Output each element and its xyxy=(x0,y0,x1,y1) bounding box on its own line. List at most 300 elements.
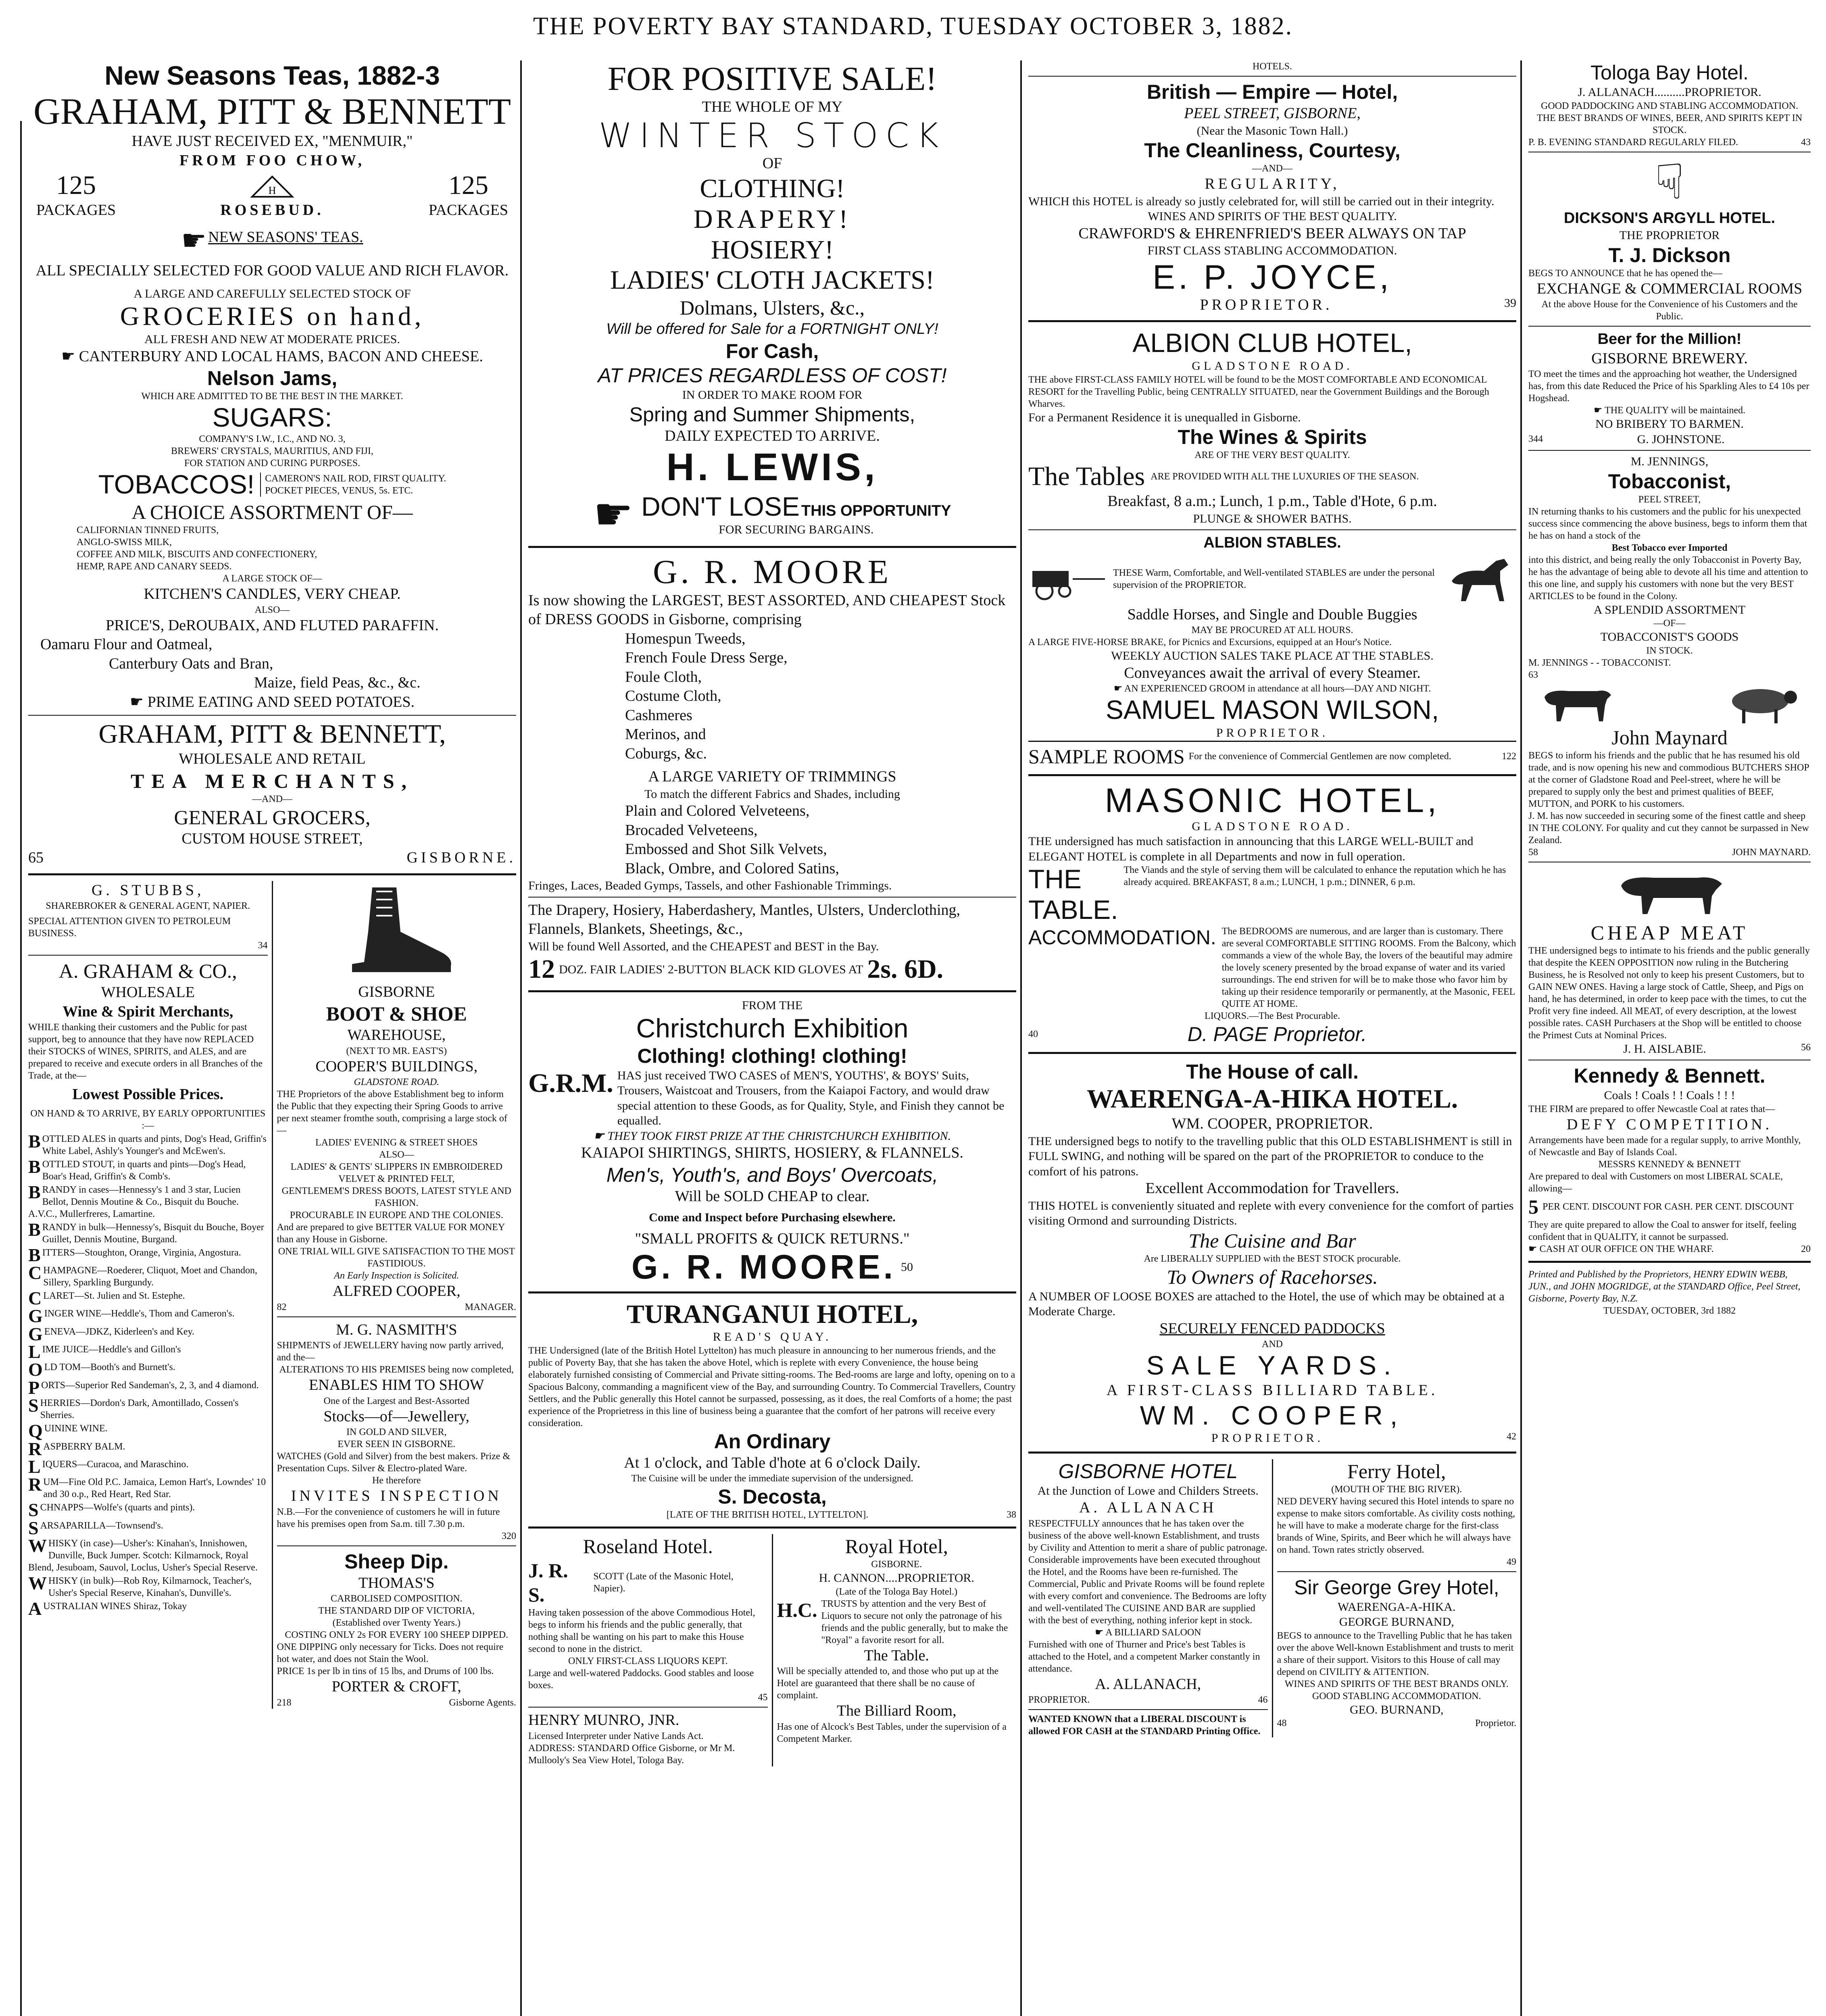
ad-text: At the above House for the Convenience of his Customers and the Public. xyxy=(1541,299,1798,322)
ad-heading: H.C. xyxy=(777,1598,817,1621)
ad-text: (Late of the Tologa Bay Hotel.) xyxy=(836,1586,958,1597)
ad-text: ALTERATIONS TO HIS PREMISES being now completed, xyxy=(279,1364,514,1375)
ad-text: They are quite prepared to allow the Coal to answer for itself, feeling confident that in QUALITY, it cannot be surpassed. xyxy=(1528,1220,1797,1242)
merchant-name: G. R. MOORE xyxy=(652,553,892,591)
liquor-item xyxy=(28,1323,268,1344)
drop-cap: S xyxy=(28,1395,39,1416)
ad-text: FROM FOO CHOW, xyxy=(179,152,365,169)
divider xyxy=(1028,529,1516,530)
ad-text: Best Tobacco ever Imported xyxy=(1611,542,1728,553)
ad-text: AN EXPERIENCED GROOM in attendance at all hours—DAY AND NIGHT. xyxy=(1124,683,1431,694)
drop-cap: R xyxy=(28,1438,42,1459)
ad-text: FROM THE xyxy=(742,999,803,1012)
list-item: Plain and Colored Velveteens, xyxy=(625,802,810,820)
ad-text: AND xyxy=(1262,1339,1283,1350)
ad-heading: Beer for the Million! xyxy=(1597,331,1742,348)
ad-number: 63 xyxy=(1528,669,1538,680)
drop-cap: B xyxy=(28,1156,41,1177)
ad-text: J. ALLANACH..........PROPRIETOR. xyxy=(1578,85,1761,99)
ad-heading: S. Decosta, xyxy=(718,1485,827,1508)
divider xyxy=(1028,1452,1516,1454)
ad-text: THE Undersigned (late of the British Hotel Lyttelton) has much pleasure in announcing to her numerous friends, and the public of Poverty Bay, that she has taken the above Hotel, which is replete with every Convenience, the house being elaborately furnished consisting of Commercial and Private sitting-rooms. The Bed-rooms are large and lofty, opening on to a Spacious Balcony, commanding a magnificent view of the Bay, and surrounding Country. To Commercial Travellers, Country Settlers, and the Public generally this Hotel cannot be surpassed, possessing, as it does, the real Comforts of a home; the past experience of the Proprietress in this line of business being a guarantee that the comfort of her patrons will receive every consideration. xyxy=(528,1345,1016,1429)
liquor-text: ARSAPARILLA—Townsend's. xyxy=(40,1520,163,1531)
liquor-item xyxy=(28,1158,268,1183)
ad-text: SHAREBROKER & GENERAL AGENT, NAPIER. xyxy=(46,901,250,912)
list-item: Homespun Tweeds, xyxy=(625,630,746,647)
ad-heading: Lowest Possible Prices. xyxy=(72,1086,224,1103)
ad-text: Fringes, Laces, Beaded Gymps, Tassels, and other Fashionable Trimmings. xyxy=(528,879,892,893)
liquor-text: HERRIES—Dordon's Dark, Amontillado, Cossen's Sherries. xyxy=(40,1398,239,1421)
col1-lower-right xyxy=(277,881,517,1709)
ad-heading: LADIES' CLOTH JACKETS! xyxy=(610,265,934,295)
ad-text: WINES AND SPIRITS OF THE BEST QUALITY. xyxy=(1148,210,1397,223)
ad-text: BREWERS' CRYSTALS, MAURITIUS, AND FIJI, xyxy=(171,446,373,457)
ad-text: GEO. BURNAND, xyxy=(1350,1703,1444,1716)
ad-text: Having taken possession of the above Commodious Hotel, begs to inform his friends and the public generally, that nothing shall be wanting on his part to make this House second to none in the district. xyxy=(528,1608,755,1655)
drop-cap: S xyxy=(28,1517,39,1538)
proprietor-name: SAMUEL MASON WILSON, xyxy=(1105,695,1439,725)
ad-text: GISBORNE. xyxy=(406,849,516,866)
ad-number: 65 xyxy=(28,849,44,866)
ad-text: BEGS TO ANNOUNCE that he has opened the— xyxy=(1528,268,1723,279)
ad-text: CARBOLISED COMPOSITION. xyxy=(330,1593,463,1604)
liquor-item xyxy=(28,1397,268,1421)
packages-label: PACKAGES xyxy=(36,201,116,219)
ad-text: READ'S QUAY. xyxy=(713,1330,832,1344)
divider xyxy=(1028,320,1516,322)
ad-text: CAMERON'S NAIL ROD, FIRST QUALITY. xyxy=(265,473,446,484)
choice-list xyxy=(28,524,516,573)
ad-text: THESE Warm, Comfortable, and Well-ventilated STABLES are under the personal supervision of the PROPRIETOR. xyxy=(1113,567,1435,590)
ad-text: Are LIBERALLY SUPPLIED with the BEST STOCK procurable. xyxy=(1144,1253,1401,1264)
ad-number: 39 xyxy=(1504,296,1516,310)
divider xyxy=(1277,1571,1517,1572)
list-item: French Foule Dress Serge, xyxy=(625,649,788,666)
ad-text: Large and well-watered Paddocks. Good stables and loose boxes. xyxy=(528,1668,754,1691)
ad-heading: GENERAL GROCERS, xyxy=(174,806,371,829)
column-1 xyxy=(28,60,516,2016)
liquor-text: LD TOM—Booth's and Burnett's. xyxy=(44,1362,175,1373)
ad-text: NO BRIBERY TO BARMEN. xyxy=(1595,417,1744,431)
ad-text: ARE OF THE VERY BEST QUALITY. xyxy=(1194,450,1350,461)
ad-text: A. ALLANACH xyxy=(1079,1499,1217,1516)
pointing-hand-icon: ☛ xyxy=(1593,405,1603,416)
ad-heading: Nelson Jams, xyxy=(207,367,338,390)
list-item: Black, Ombre, and Colored Satins, xyxy=(625,860,839,877)
ad-heading: The House of call. xyxy=(1186,1060,1359,1083)
liquor-text: IME JUICE—Heddle's and Gillon's xyxy=(42,1344,181,1355)
ad-heading: SALE YARDS. xyxy=(1146,1350,1399,1381)
ad-heading: The Billiard Room, xyxy=(836,1702,957,1720)
ad-text: —AND— xyxy=(252,793,292,804)
ad-number: 218 xyxy=(277,1697,292,1708)
ad-text: GISBORNE. xyxy=(871,1559,922,1570)
ad-heading: GISBORNE BREWERY. xyxy=(1591,350,1748,367)
ad-heading: The Cuisine and Bar xyxy=(1188,1229,1356,1252)
brand-letter: H xyxy=(268,184,276,196)
ad-heading: GROCERIES on hand, xyxy=(120,302,425,331)
ferry-grey-adverts xyxy=(1277,1459,1517,1738)
liquor-item xyxy=(28,1221,268,1245)
ad-text: IN ORDER TO MAKE ROOM FOR xyxy=(682,388,863,402)
ad-heading: DON'T LOSE xyxy=(641,492,800,522)
col1-lower xyxy=(28,881,516,1709)
ad-text: Will be SOLD CHEAP to clear. xyxy=(675,1187,870,1205)
ad-number: 320 xyxy=(502,1531,516,1541)
hotel-name: ALBION CLUB HOTEL, xyxy=(1132,328,1412,358)
drop-cap: B xyxy=(28,1131,41,1152)
ad-text: CUSTOM HOUSE STREET, xyxy=(181,830,363,847)
imprint: Printed and Published by the Proprietors, HENRY EDWIN WEBB, JUN., and JOHN MOGRIDGE, at the STANDARD Office, Peel Street, Gisborne, Poverty Bay, N.Z. xyxy=(1528,1269,1801,1304)
liquor-text: USTRALIAN WINES Shiraz, Tokay xyxy=(43,1601,187,1612)
ad-heading: INVITES INSPECTION xyxy=(291,1487,502,1505)
ad-text: THE FIRM are prepared to offer Newcastle Coal at rates that— xyxy=(1528,1104,1775,1114)
ad-text: The Cuisine will be under the immediate supervision of the undersigned. xyxy=(631,1473,913,1484)
ad-text: Excellent Accommodation for Travellers. xyxy=(1145,1180,1399,1197)
ad-text: POCKET PIECES, VENUS, 5s. ETC. xyxy=(265,485,413,496)
ad-number: 122 xyxy=(1502,751,1516,762)
liquor-text: OTTLED ALES in quarts and pints, Dog's Head, Griffin's White Label, Ashly's Younger's and McEwen's. xyxy=(42,1133,267,1156)
fabric-list xyxy=(528,629,1016,764)
ad-text: PRICE'S, DeROUBAIX, AND FLUTED PARAFFIN. xyxy=(106,616,439,634)
divider xyxy=(28,873,516,875)
liquor-text: RANDY in cases—Hennessy's 1 and 3 star, Lucien Bellot, Dennis Moutine & Co., Bisquit du Bouche. A.V.C., Mullerfreres, Lamartine. xyxy=(28,1184,241,1219)
liquor-text: ITTERS—Stoughton, Orange, Virginia, Angostura. xyxy=(42,1247,241,1258)
ad-text: Come and Inspect before Purchasing elsewhere. xyxy=(649,1211,896,1225)
ad-text: THEY TOOK FIRST PRIZE AT THE CHRISTCHURCH EXHIBITION. xyxy=(607,1129,951,1143)
ad-text: Will be found Well Assorted, and the CHEAPEST and BEST in the Bay. xyxy=(528,939,879,953)
ad-text: (NEXT TO MR. EAST'S) xyxy=(346,1045,447,1056)
ad-text: At the Junction of Lowe and Childers Streets. xyxy=(1037,1484,1259,1497)
ad-text: —AND— xyxy=(1252,163,1292,174)
ad-text: An Early Inspection is Solicited. xyxy=(334,1270,459,1281)
ad-text: BEGS to announce to the Travelling Public that he has taken over the above Well-known Establishment and trusts to merit a share of their support. Visitors to this House of call may depend on CIVILITY & ATTENTION. xyxy=(1277,1630,1514,1677)
ad-text: ALL SPECIALLY SELECTED FOR GOOD VALUE AND RICH FLAVOR. xyxy=(35,262,509,279)
column-3 xyxy=(1028,60,1516,2016)
divider xyxy=(1028,1052,1516,1054)
ad-text: SHIPMENTS of JEWELLERY having now partly arrived, and the— xyxy=(277,1340,504,1363)
liquor-item xyxy=(28,1361,268,1378)
brand-name: ROSEBUD. xyxy=(220,201,324,219)
liquor-item xyxy=(28,1422,268,1439)
ad-text: WINES AND SPIRITS OF THE BEST BRANDS ONLY. xyxy=(1284,1679,1509,1689)
ad-text: Canterbury Oats and Bran, xyxy=(109,655,273,672)
ad-number: 45 xyxy=(758,1692,768,1703)
ad-text: (MOUTH OF THE BIG RIVER). xyxy=(1331,1484,1462,1495)
drop-cap: W xyxy=(28,1573,47,1594)
drop-cap: S xyxy=(28,1500,39,1520)
ad-text: LADIES' & GENTS' SLIPPERS IN EMBROIDERED VELVET & PRINTED FELT, xyxy=(290,1162,502,1185)
liquor-text: RANDY in bulk—Hennessy's, Bisquit du Bouche, Boyer Guillet, Dennis Moutine, Burgand. xyxy=(42,1222,264,1245)
ad-text: The Viands and the style of serving them will be calculated to enhance the reputation which he has already acquired. BREAKFAST, 8 a.m.; LUNCH, 1 p.m.; DINNER, 6 p.m. xyxy=(1124,865,1506,888)
ad-text: GOOD PADDOCKING AND STABLING ACCOMMODATION. xyxy=(1541,100,1798,111)
ad-text: FOR SECURING BARGAINS. xyxy=(719,523,874,537)
ad-heading: The Cleanliness, Courtesy, xyxy=(1144,139,1401,162)
ad-text: And are prepared to give BETTER VALUE FOR MONEY than any House in Gisborne. xyxy=(277,1222,505,1245)
ad-text: He therefore xyxy=(372,1475,421,1486)
ad-number: 43 xyxy=(1801,137,1811,148)
ad-text: TOBACCONIST'S GOODS xyxy=(1600,630,1739,644)
ad-heading: Wine & Spirit Merchants, xyxy=(63,1003,233,1020)
ad-text: WHOLESALE AND RETAIL xyxy=(179,750,366,768)
ad-text: WHILE thanking their customers and the Public for past support, beg to announce that they have now REPLACED their STOCKS of WINES, SPIRITS, and ALES, and are prepared to receive and execute orders in all Branches of the Trade, at the— xyxy=(28,1022,263,1081)
divider xyxy=(28,955,268,956)
ad-text: WHICH this HOTEL is already so justly celebrated for, will still be carried out in their integrity. xyxy=(1028,194,1495,208)
drop-cap: G xyxy=(28,1323,43,1344)
glove-price: 2s. 6D. xyxy=(867,954,944,984)
ad-text: NEW SEASONS' TEAS. xyxy=(208,229,363,246)
ad-text: HAVE JUST RECEIVED EX, "MENMUIR," xyxy=(131,133,413,150)
ad-heading: M. G. NASMITH'S xyxy=(336,1321,457,1338)
ad-text: Breakfast, 8 a.m.; Lunch, 1 p.m., Table d'Hote, 6 p.m. xyxy=(1107,493,1437,510)
drop-cap: R xyxy=(28,1474,42,1495)
liquor-text: HISKY (in bulk)—Rob Roy, Kilmarnock, Teacher's, Usher's Special Reserve, Kinahan's, Dunville's. xyxy=(48,1576,252,1599)
drop-cap: Q xyxy=(28,1420,43,1441)
liquor-item xyxy=(28,1133,268,1157)
ad-number: 56 xyxy=(1801,1042,1811,1053)
ad-text: P. B. EVENING STANDARD REGULARLY FILED. xyxy=(1528,137,1738,148)
ad-text: THE Proprietors of the above Establishment beg to inform the Public that they expecting their Spring Goods to arrive per next steamer fromthe south, comprising a large stock of— xyxy=(277,1089,507,1136)
column-rule xyxy=(1520,60,1522,2016)
hotel-name: WAERENGA-A-HIKA HOTEL. xyxy=(1086,1084,1458,1114)
section-label: HOTELS. xyxy=(1253,61,1292,72)
ad-text: REGULARITY, xyxy=(1205,175,1340,192)
glove-quantity: 12 xyxy=(528,954,555,984)
ad-text: M. JENNINGS - - TOBACCONIST. xyxy=(1528,657,1671,668)
packages-label: PACKAGES xyxy=(428,201,508,219)
ad-text: WATCHES (Gold and Silver) from the best makers. Prize & Presentation Cups. Silver & Electro-plated Ware. xyxy=(277,1451,511,1474)
imprint-date: TUESDAY, OCTOBER, 3rd 1882 xyxy=(1603,1306,1736,1316)
ad-text: THE STANDARD DIP OF VICTORIA, xyxy=(318,1606,475,1616)
liquor-item xyxy=(28,1575,268,1599)
liquor-text: ASPBERRY BALM. xyxy=(43,1441,125,1452)
ad-text: THE WHOLE OF MY xyxy=(702,98,843,116)
ad-heading: Tobacconist, xyxy=(1608,470,1731,493)
divider xyxy=(28,715,516,716)
drop-cap: G xyxy=(28,1306,43,1327)
ad-text: GLADSTONE ROAD. xyxy=(354,1077,440,1088)
ad-text: RESPECTFULLY announces that he has taken over the business of the above well-known Establishment, and trusts by Civility and Attention to merit a share of public patronage. Considerable improvements have been executed throughout the Hotel, and the Rooms have been re-furnished. The Commercial, Public and Private Rooms will be found replete with every comfort and convenience. The Bedrooms are lofty and well-ventilated The CUISINE AND BAR are supplied with the best of everything, nothing inferior kept in stock. xyxy=(1028,1518,1267,1626)
ad-text: THE undersigned has much satisfaction in announcing that this LARGE WELL-BUILT and ELEGANT HOTEL is complete in all Departments and now in full operation. xyxy=(1028,835,1474,863)
list-item: Embossed and Shot Silk Velvets, xyxy=(625,841,827,858)
divider xyxy=(528,1527,1016,1529)
ad-heading: THIS OPPORTUNITY xyxy=(801,502,951,520)
ad-text: CANTERBURY AND LOCAL HAMS, BACON AND CHEESE. xyxy=(79,348,483,365)
ad-text: ALSO— xyxy=(254,604,290,615)
liquor-list xyxy=(28,1133,268,1617)
divider xyxy=(528,1707,768,1708)
ad-heading: ALBION STABLES. xyxy=(1203,534,1341,552)
ad-text: SPECIAL ATTENTION GIVEN TO PETROLEUM BUSINESS. xyxy=(28,916,231,939)
list-item: HEMP, RAPE AND CANARY SEEDS. xyxy=(77,561,232,572)
ad-text: PROPRIETOR. xyxy=(1028,1695,1090,1706)
ad-text: NED DEVERY having secured this Hotel intends to spare no expense to make sitors comfortable. As civility costs nothing, he will have to make a moderate charge for the first-class brands of Wine, Spirits, and Beer which he will always have on hand. Town rates strictly observed. xyxy=(1277,1496,1515,1555)
ad-text: MAY BE PROCURED AT ALL HOURS. xyxy=(1191,625,1353,636)
ad-heading: A CHOICE ASSORTMENT OF— xyxy=(131,501,413,524)
ad-heading: Spring and Summer Shipments, xyxy=(629,403,915,426)
liquor-text: CHNAPPS—Wolfe's (quarts and pints). xyxy=(40,1502,195,1513)
ad-number: 58 xyxy=(1528,847,1538,858)
ad-text: Arrangements have been made for a regular supply, to arrive Monthly, of Newcastle and Bay of Islands Coal. xyxy=(1528,1135,1801,1158)
drop-cap: B xyxy=(28,1181,41,1202)
proprietor-name: G. JOHNSTONE. xyxy=(1637,432,1725,446)
ad-text: OF xyxy=(762,155,782,172)
pointing-hand-icon: ☛ xyxy=(1094,1627,1104,1638)
ad-text: into this district, and being really the only Tobacconist in Poverty Bay, he has the advantage of being able to devote all his time and attention to this one line, and supply his customers with none but the very BEST ARTICLES to be found in the Colony. xyxy=(1528,554,1808,602)
divider xyxy=(277,1316,517,1317)
ad-text: Dolmans, Ulsters, &c., xyxy=(680,296,865,319)
ad-text: COMPANY'S I.W., I.C., AND NO. 3, xyxy=(199,434,346,445)
ad-text: GENTLEMEM'S DRESS BOOTS, LATEST STYLE AND FASHION. xyxy=(281,1186,511,1209)
ad-text: IN returning thanks to his customers and the public for his unexpected success since commencing the above business, begs to inform them that he has on hand a stock of the xyxy=(1528,506,1807,541)
ad-text: CASH AT OUR OFFICE ON THE WHARF. xyxy=(1539,1244,1714,1254)
ad-text: Has one of Alcock's Best Tables, under the supervision of a Competent Marker. xyxy=(777,1721,1007,1744)
divider xyxy=(1028,76,1516,77)
ad-text: THE above FIRST-CLASS FAMILY HOTEL will be found to be the MOST COMFORTABLE AND ECONOMICAL RESORT for the Travelling Public, being CENTRALLY SITUATED, near the Government Buildings and the Borough Wharves. xyxy=(1028,374,1489,409)
liquor-text: HISKY (in case)—Usher's: Kinahan's, Innishowen, Dunville, Buck Jumper. Scotch: Kilmarnock, Royal Blend, Jesuboam, Sauvol, Loclus, Usher's Special Reserve. xyxy=(28,1538,258,1573)
ad-text: SCOTT (Late of the Masonic Hotel, Napier). xyxy=(593,1571,734,1594)
ad-text: PEEL STREET, xyxy=(1638,494,1701,505)
ad-text: (Established over Twenty Years.) xyxy=(332,1618,461,1629)
ad-heading: FOR POSITIVE SALE! xyxy=(607,60,937,98)
ad-text: KAIAPOI SHIRTINGS, SHIRTS, HOSIERY, & FLANNELS. xyxy=(581,1144,963,1162)
list-item: Merinos, and xyxy=(625,726,706,743)
divider xyxy=(277,1545,517,1546)
liquor-item xyxy=(28,1600,268,1617)
liquor-text: LARET—St. Julien and St. Estephe. xyxy=(43,1290,185,1301)
ad-text: (Near the Masonic Town Hall.) xyxy=(1196,124,1348,137)
hotel-name: Ferry Hotel, xyxy=(1347,1460,1446,1483)
ad-text: ALL FRESH AND NEW AT MODERATE PRICES. xyxy=(144,333,400,346)
ad-text: Proprietor. xyxy=(1475,1718,1516,1729)
ad-text: H. CANNON....PROPRIETOR. xyxy=(819,1571,974,1585)
liquor-text: HAMPAGNE—Roederer, Cliquot, Moet and Chandon, Sillery, Sparkling Burgundy. xyxy=(43,1265,258,1288)
ad-text: ARE PROVIDED WITH ALL THE LUXURIES OF THE SEASON. xyxy=(1151,471,1419,482)
ad-text: LADIES' EVENING & STREET SHOES xyxy=(315,1137,478,1148)
list-item: Cashmeres xyxy=(625,706,692,724)
ad-text: ALSO— xyxy=(379,1150,414,1160)
margin-rule xyxy=(20,121,22,2016)
ad-heading: TEA MERCHANTS, xyxy=(130,769,414,792)
ad-heading: The Table. xyxy=(864,1647,929,1664)
hotel-name: TURANGANUI HOTEL, xyxy=(626,1299,918,1329)
drop-cap: A xyxy=(28,1598,42,1619)
divider xyxy=(1028,774,1516,776)
ox-illustration-icon xyxy=(1609,866,1730,918)
ad-text: IN GOLD AND SILVER, xyxy=(346,1427,447,1438)
ad-number: 344 xyxy=(1528,434,1543,445)
drop-cap: L xyxy=(28,1456,41,1477)
ad-text: GOOD STABLING ACCOMMODATION. xyxy=(1312,1691,1481,1702)
hotel-name: British — Empire — Hotel, xyxy=(1146,81,1398,103)
liquor-item xyxy=(28,1287,268,1308)
liquor-text: UM—Fine Old P.C. Jamaica, Lemon Hart's, Lowndes' 10 and 30 o.p., Red Heart, Red Star. xyxy=(43,1477,266,1500)
divider xyxy=(528,1291,1016,1293)
ad-heading: Sheep Dip. xyxy=(344,1550,449,1573)
packages-row xyxy=(28,170,516,220)
liquor-item xyxy=(28,1264,268,1289)
column-rule xyxy=(1020,60,1022,2016)
ad-heading: HOSIERY! xyxy=(711,235,834,264)
ad-text: THE undersigned begs to intimate to his friends and the public generally that despite the KEEN OPPOSITION now ruling in the Butchering Business, he is Resolved not only to keep his present Customers, but to GAIN NEW ONES. Having a large stock of Cattle, Sheep, and Pigs on hand, he has determined, in order to keep pace with the times, to cut the Profit very fine indeed. All MEAT, of every description, at the lowest possible rates. CASH Purchasers at the Shop will be entitled to choose the Primest Cuts at Nominal Prices. xyxy=(1528,945,1810,1041)
ad-text: THE QUALITY will be maintained. xyxy=(1605,405,1746,416)
ad-number: 82 xyxy=(277,1302,287,1312)
ad-heading: THE TABLE. xyxy=(1028,864,1118,925)
ad-text: TRUSTS by attention and the very Best of Liquors to secure not only the patronage of his friends and the public generally, but to make the "Royal" a favorite resort for all. xyxy=(821,1598,1008,1645)
hotel-name: MASONIC HOTEL, xyxy=(1105,781,1440,819)
trimmings-list xyxy=(528,802,1016,878)
merchant-name: H. LEWIS, xyxy=(666,445,878,489)
divider xyxy=(1528,450,1811,451)
ad-text: Will be specially attended to, and those who put up at the Hotel are guaranteed that there shall be no cause of complaint. xyxy=(777,1666,999,1701)
package-count: 125 xyxy=(448,171,488,200)
pointing-hand-icon: ☛ xyxy=(61,348,75,365)
ad-heading: SAMPLE ROOMS xyxy=(1028,745,1185,768)
drop-cap: W xyxy=(28,1535,47,1556)
ad-text: GLADSTONE ROAD. xyxy=(1192,359,1353,373)
hotel-name: GISBORNE HOTEL xyxy=(1058,1460,1238,1483)
hotel-name: Sir George Grey Hotel, xyxy=(1294,1576,1499,1599)
list-item: COFFEE AND MILK, BISCUITS AND CONFECTIONERY, xyxy=(77,549,317,560)
ad-number: 42 xyxy=(1507,1431,1516,1442)
ad-heading: DEFY COMPETITION. xyxy=(1566,1116,1773,1133)
ad-number: 50 xyxy=(901,1260,913,1274)
roseland-advert xyxy=(528,1534,773,1766)
royal-advert xyxy=(777,1534,1017,1766)
ad-text: TO meet the times and the approaching hot weather, the Undersigned has, from this date Reduced the Price of his Sparkling Ales to £4 10s per Hogshead. xyxy=(1528,369,1809,404)
liquor-text: UININE WINE. xyxy=(44,1423,108,1434)
proprietor-name: JOHN MAYNARD. xyxy=(1732,847,1811,858)
ad-heading: AT PRICES REGARDLESS OF COST! xyxy=(598,364,947,387)
ad-heading: The Wines & Spirits xyxy=(1178,426,1367,449)
liquor-item xyxy=(28,1438,268,1459)
column-2 xyxy=(528,60,1016,2016)
liquor-item xyxy=(28,1458,268,1475)
ad-text: COSTING ONLY 2s FOR EVERY 100 SHEEP DIPPED. xyxy=(285,1630,509,1641)
ad-heading: An Ordinary xyxy=(714,1430,831,1453)
ad-text: WM. COOPER, PROPRIETOR. xyxy=(1171,1115,1373,1133)
divider xyxy=(528,546,1016,548)
pointing-hand-icon: ☛ xyxy=(181,225,207,257)
ad-text: The Drapery, Hosiery, Haberdashery, Mantles, Ulsters, Underclothing, Flannels, Blankets, Sheetings, &c., xyxy=(528,901,961,938)
proprietor-name: WM. COOPER, xyxy=(1140,1400,1405,1430)
firm-name: A. GRAHAM & CO., xyxy=(58,960,237,983)
proprietor-name: John Maynard xyxy=(1611,726,1728,749)
ad-text: Saddle Horses, and Single and Double Buggies xyxy=(1127,606,1417,623)
ad-text: LIQUORS.—The Best Procurable. xyxy=(1205,1011,1340,1022)
hotel-name: Royal Hotel, xyxy=(845,1535,948,1558)
ad-heading: Clothing! clothing! clothing! xyxy=(637,1044,907,1067)
ad-text: ENABLES HIM TO SHOW xyxy=(309,1377,484,1394)
ad-text: THE undersigned begs to notify to the travelling public that this OLD ESTABLISHMENT is still in FULL SWING, and nothing will be spared on the part of the PROPRIETOR to conduce to the comfort of his patrons. xyxy=(1028,1134,1512,1178)
ad-text: WHOLESALE xyxy=(101,984,195,1001)
ad-heading: Christchurch Exhibition xyxy=(636,1013,909,1043)
list-item: Foule Cloth, xyxy=(625,668,702,685)
ad-text: PROPRIETOR. xyxy=(1200,296,1333,313)
liquor-item xyxy=(28,1517,268,1538)
ad-text: Furnished with one of Thurner and Price's best Tables is attached to the Hotel, and a competent Marker constantly in attendance. xyxy=(1028,1639,1260,1674)
ad-text: CRAWFORD'S & EHRENFRIED'S BEER ALWAYS ON TAP xyxy=(1078,225,1466,242)
masthead: THE POVERTY BAY STANDARD, TUESDAY OCTOBER 3, 1882. xyxy=(533,12,1293,40)
ad-text: MANAGER. xyxy=(465,1302,516,1312)
column-4 xyxy=(1528,60,1811,2016)
ad-text: PEEL STREET, GISBORNE, xyxy=(1184,105,1361,122)
ad-text: Oamaru Flour and Oatmeal, xyxy=(40,636,213,653)
hotel-name: DICKSON'S ARGYLL HOTEL. xyxy=(1563,209,1776,227)
divider xyxy=(1528,1261,1811,1263)
ad-text: ONE DIPPING only necessary for Ticks. Does not require hot water, and does not Stain the Wool. xyxy=(277,1642,504,1665)
ad-text: Is now showing the LARGEST, BEST ASSORTED, AND CHEAPEST Stock of DRESS GOODS in Gisborne, comprising xyxy=(528,591,1006,628)
